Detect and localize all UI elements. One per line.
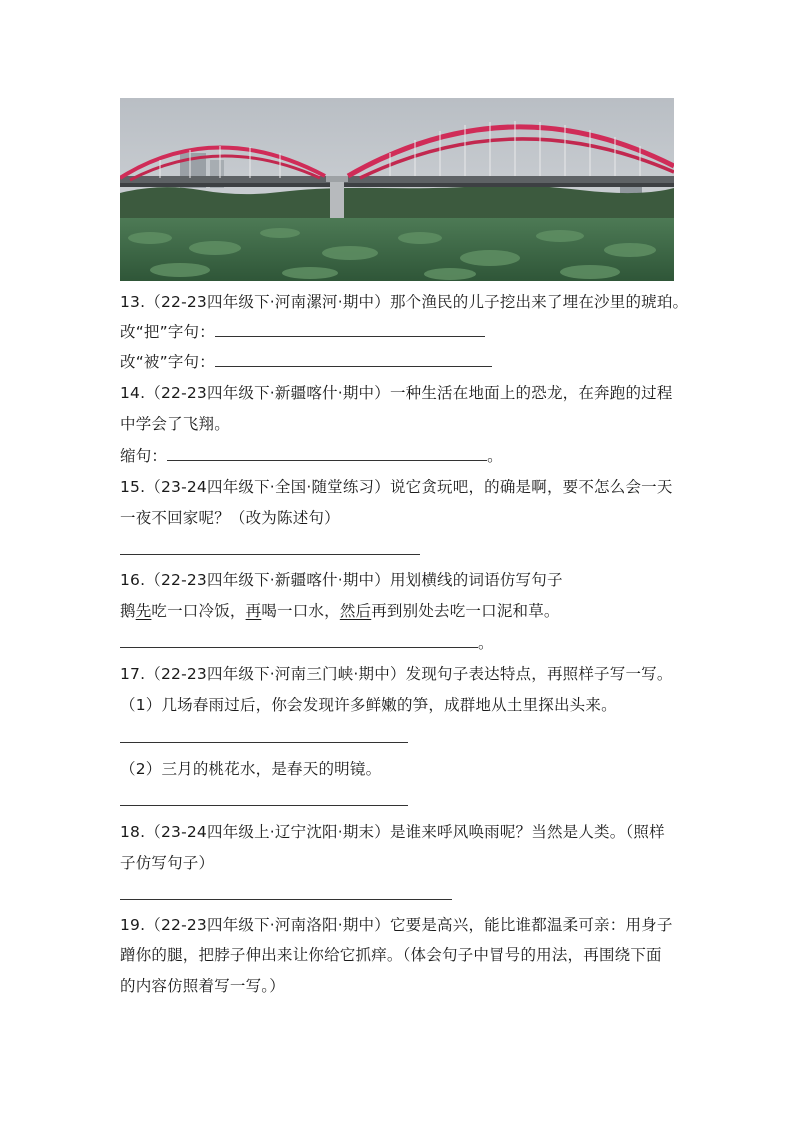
q14-stem-line2: 中学会了飞翔。 [120, 415, 230, 433]
q16-example [120, 601, 560, 621]
q16-example-text: 鹅 [120, 602, 136, 620]
q14-answer-blank[interactable] [167, 446, 487, 461]
q15-stem-line1: 15.（23-24四年级下·全国·随堂练习）说它贪玩吧，的确是啊，要不怎么会一天 [120, 478, 673, 496]
q14-label: 缩句： [120, 447, 168, 465]
q16-underlined-word: 然后 [339, 602, 372, 620]
q16-answer-row [120, 633, 494, 653]
q16-example-text: 吃一口冷饭， [151, 602, 246, 620]
q19-stem-line2: 蹭你的腿，把脖子伸出来让你给它抓痒。（体会句子中冒号的用法，再围绕下面 [120, 946, 662, 964]
q15-answer-blank[interactable] [120, 554, 420, 555]
q17-sub2: （2）三月的桃花水，是春天的明镜。 [120, 760, 382, 778]
q16-underlined-word: 先 [135, 602, 152, 620]
q17-sub1: （1）几场春雨过后，你会发现许多鲜嫩的笋，成群地从土里探出头来。 [120, 696, 617, 714]
q16-end-mark: 。 [478, 634, 494, 652]
q13-bei-row [120, 352, 492, 372]
q16-example-text: 喝一口水， [261, 602, 340, 620]
q14-end-mark: 。 [487, 447, 503, 465]
q18-stem-line1: 18.（23-24四年级上·辽宁沈阳·期末）是谁来呼风唤雨呢？当然是人类。（照样 [120, 823, 665, 841]
q17-sub1-answer-blank[interactable] [120, 742, 408, 743]
q13-ba-row [120, 322, 485, 342]
q14-stem-line1: 14.（22-23四年级下·新疆喀什·期中）一种生活在地面上的恐龙，在奔跑的过程 [120, 384, 673, 402]
q19-stem-line3: 的内容仿照着写一写。） [120, 977, 285, 995]
q13-ba-answer-blank[interactable] [215, 322, 485, 337]
q13-bei-answer-blank[interactable] [215, 352, 492, 367]
q16-underlined-word: 再 [245, 602, 262, 620]
q16-stem: 16.（22-23四年级下·新疆喀什·期中）用划横线的词语仿写句子 [120, 571, 563, 589]
q13-ba-label: 改“把”字句： [120, 323, 215, 341]
q18-answer-blank[interactable] [120, 899, 452, 900]
q19-stem-line1: 19.（22-23四年级下·河南洛阳·期中）它要是高兴，能比谁都温柔可亲：用身子 [120, 916, 673, 934]
q14-answer-row [120, 446, 503, 466]
bridge-photo [120, 98, 674, 281]
q13-bei-label: 改“被”字句： [120, 353, 215, 371]
q15-stem-line2: 一夜不回家呢？（改为陈述句） [120, 509, 340, 527]
q18-stem-line2: 子仿写句子） [120, 854, 215, 872]
bridge-illustration [120, 98, 674, 281]
q16-example-text: 再到别处去吃一口泥和草。 [371, 602, 560, 620]
q16-answer-blank[interactable] [120, 633, 478, 648]
q17-stem: 17.（22-23四年级下·河南三门峡·期中）发现句子表达特点，再照样子写一写。 [120, 665, 673, 683]
q13-stem: 13.（22-23四年级下·河南漯河·期中）那个渔民的儿子挖出来了埋在沙里的琥珀。 [120, 293, 689, 311]
q17-sub2-answer-blank[interactable] [120, 805, 408, 806]
